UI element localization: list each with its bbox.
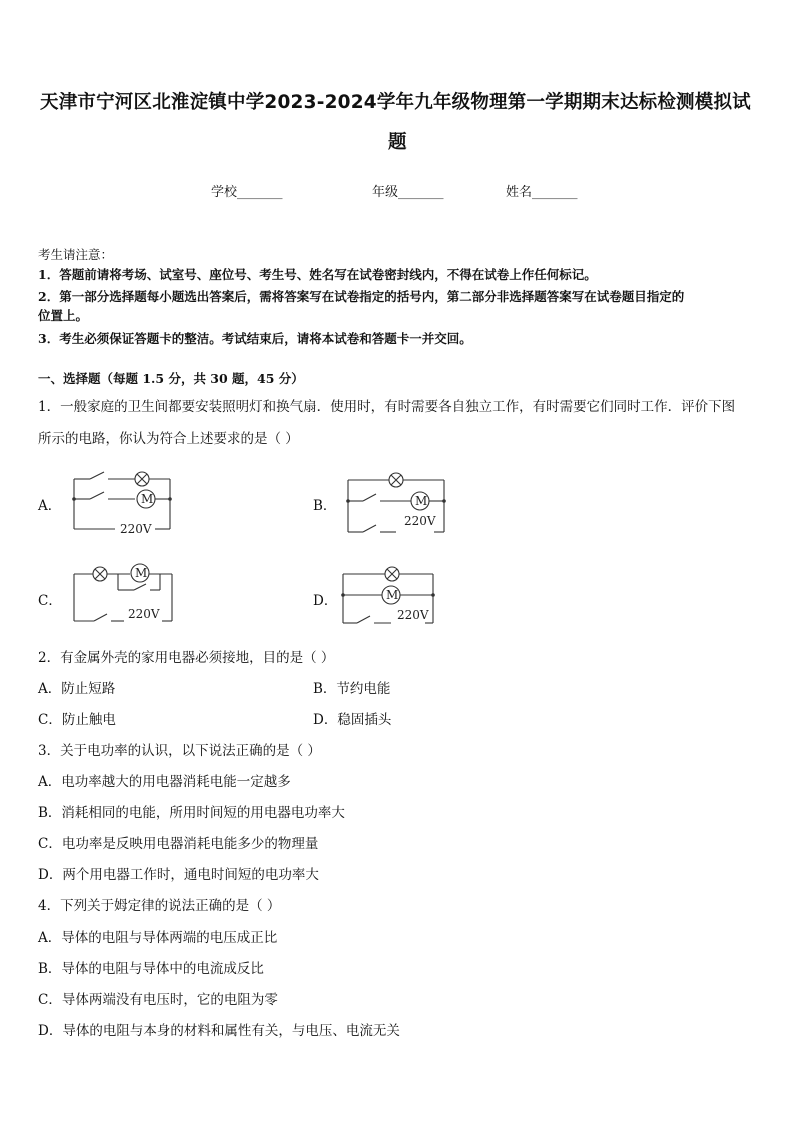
q4-stem: 4．下列关于姆定律的说法正确的是（ ） [38,898,281,914]
q1-stem-line2: 所示的电路，你认为符合上述要求的是（ ） [38,431,299,447]
q4-option-d[interactable]: D．导体的电阻与本身的材料和属性有关，与电压、电流无关 [38,1023,400,1039]
q3-stem: 3．关于电功率的认识，以下说法正确的是（ ） [38,743,321,759]
q2-option-b[interactable]: B．节约电能 [313,681,391,697]
note-item-3: 3．考生必须保证答题卡的整洁。考试结束后，请将本试卷和答题卡一并交回。 [38,331,472,346]
school-field[interactable]: 学校_______ [211,185,283,200]
voltage-label: 220V [128,607,160,621]
q2-stem: 2．有金属外壳的家用电器必须接地，目的是（ ） [38,650,335,666]
q4-option-a[interactable]: A．导体的电阻与导体两端的电压成正比 [38,930,278,946]
q2-option-d[interactable]: D．稳固插头 [313,712,392,728]
q1-option-c-label[interactable]: C． [38,593,62,609]
q1-option-b-label[interactable]: B． [313,498,337,514]
q4-option-b[interactable]: B．导体的电阻与导体中的电流成反比 [38,961,264,977]
q1-circuit-d[interactable] [333,562,458,632]
q1-circuit-b[interactable] [338,468,463,543]
q1-option-a-label[interactable]: A． [38,498,62,514]
q3-option-a[interactable]: A．电功率越大的用电器消耗电能一定越多 [38,774,291,790]
q3-option-d[interactable]: D．两个用电器工作时，通电时间短的电功率大 [38,867,319,883]
note-item-1: 1．答题前请将考场、试室号、座位号、考生号、姓名写在试卷密封线内，不得在试卷上作任何标记。 [38,267,597,282]
q4-option-c[interactable]: C．导体两端没有电压时，它的电阻为零 [38,992,278,1008]
motor-symbol: M [135,566,148,580]
section-heading: 一、选择题（每题 1.5 分，共 30 题，45 分） [38,371,304,386]
motor-symbol: M [141,492,154,506]
q1-circuit-a[interactable] [60,462,185,542]
q1-circuit-c[interactable] [64,562,189,632]
exam-title-line2: 题 [388,132,407,153]
notes-heading: 考生请注意： [38,247,114,262]
motor-symbol: M [386,588,399,602]
motor-symbol: M [415,494,428,508]
q1-stem-line1: 1．一般家庭的卫生间都要安装照明灯和换气扇．使用时，有时需要各自独立工作，有时需要它们同时工作．评价下图 [38,399,736,415]
q1-option-d-label[interactable]: D． [313,593,338,609]
grade-field[interactable]: 年级_______ [372,185,444,200]
q3-option-b[interactable]: B．消耗相同的电能，所用时间短的用电器电功率大 [38,805,345,821]
note-item-2-line2: 位置上。 [38,308,89,323]
voltage-label: 220V [120,522,152,536]
note-item-2-line1: 2．第一部分选择题每小题选出答案后，需将答案写在试卷指定的括号内，第二部分非选择题答案写在试卷题目指定的 [38,289,685,304]
voltage-label: 220V [397,608,429,622]
voltage-label: 220V [404,514,436,528]
q2-option-a[interactable]: A．防止短路 [38,681,116,697]
exam-title-line1: 天津市宁河区北淮淀镇中学2023-2024学年九年级物理第一学期期末达标检测模拟试 [40,92,751,113]
q3-option-c[interactable]: C．电功率是反映用电器消耗电能多少的物理量 [38,836,319,852]
q2-option-c[interactable]: C．防止触电 [38,712,116,728]
name-field[interactable]: 姓名_______ [506,185,578,200]
